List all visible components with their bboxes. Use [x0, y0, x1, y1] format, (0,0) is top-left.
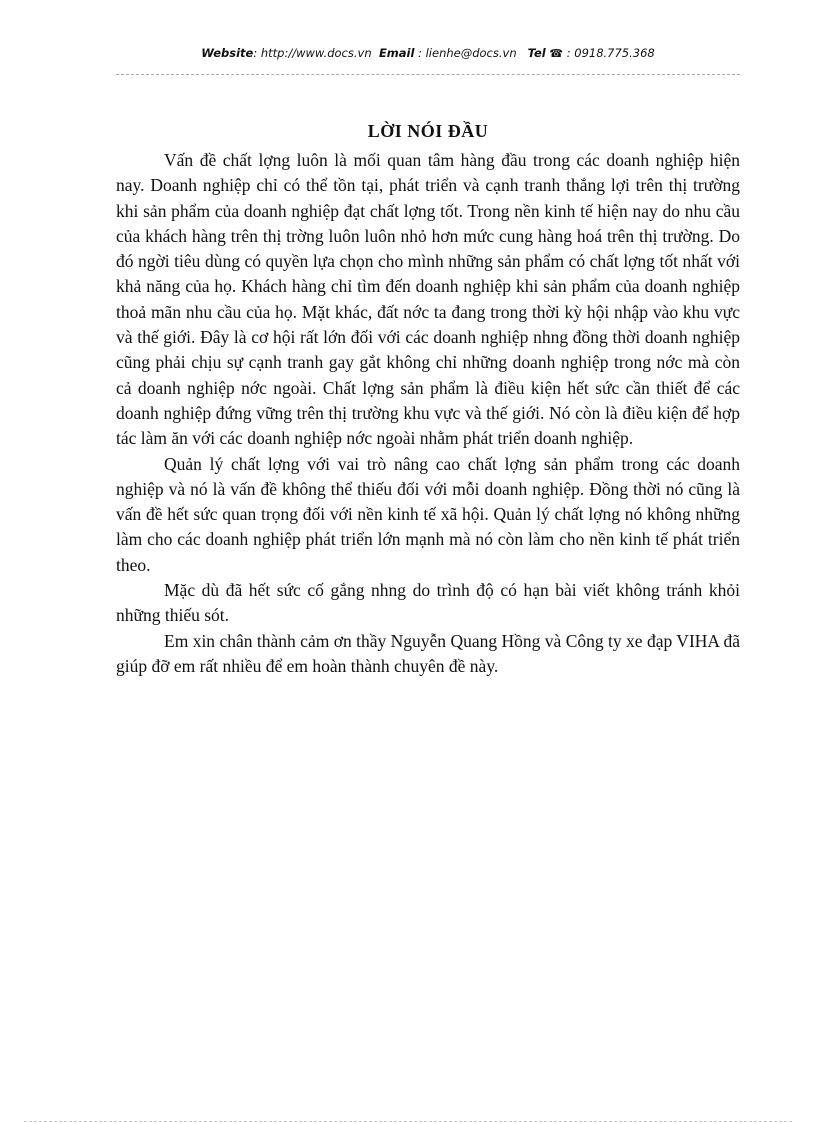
email-label: Email	[378, 46, 415, 60]
paragraph-acknowledgement: Em xin chân thành cảm ơn thầy Nguyễn Quang Hồng và Công ty xe đạp VIHA đã giúp đỡ em rất nhiều để em hoàn thành chuyên đề này.	[116, 630, 740, 676]
header-divider	[116, 74, 740, 75]
page-header	[0, 46, 816, 60]
paragraph-disclaimer: Mặc dù đã hết sức cố gắng nhng do trình độ có hạn bài viết không tránh khỏi những thiếu sót.	[116, 580, 740, 626]
tel-number: : 0918.775.368	[566, 46, 655, 60]
phone-icon: ☎	[549, 47, 564, 60]
paragraph-intro: Vấn đề chất lợng luôn là mối quan tâm hàng đầu trong các doanh nghiệp hiện nay. Doanh nghiệp chỉ có thể tồn tại, phát triển và cạnh tranh thắng lợi trên thị trường khi sản phẩm của doanh nghiệp đạt chất lợng tốt. Trong nền kinh tế hiện nay do nhu cầu của khách hàng trên thị trờng luôn luôn nhỏ hơn mức cung hàng hoá trên thị trường. Do đó ngời tiêu dùng có quyền lựa chọn cho mình những sản phẩm có chất lợng tốt nhất với khả năng của họ. Khách hàng chỉ tìm đến doanh nghiệp khi sản phẩm của doanh nghiệp thoả mãn nhu cầu của họ. Mặt khác, đất nớc ta đang trong thời kỳ hội nhập vào khu vực và thế giới. Đây là cơ hội rất lớn đối với các doanh nghiệp nhng đồng thời doanh nghiệp cũng phải chịu sự cạnh tranh gay gắt không chỉ những doanh nghiệp trong nớc mà còn cả doanh nghiệp nớc ngoài. Chất lợng sản phẩm là điều kiện hết sức cần thiết để các doanh nghiệp đứng vững trên thị trường khu vực và thế giới. Nó còn là điều kiện để hợp tác làm ăn với các doanh nghiệp nớc ngoài nhằm phát triển doanh nghiệp.	[116, 150, 740, 449]
footer-divider	[24, 1121, 792, 1122]
document-body	[116, 148, 740, 679]
paragraph-quality-management: Quản lý chất lợng với vai trò nâng cao chất lợng sản phẩm trong các doanh nghiệp và nó là vấn đề không thể thiếu đối với mỗi doanh nghiệp. Đồng thời nó cũng là vấn đề hết sức quan trọng đối với nền kinh tế xã hội. Quản lý chất lợng nó không những làm cho các doanh nghiệp phát triển lớn mạnh mà nó còn làm cho nền kinh tế phát triển theo.	[116, 453, 740, 575]
website-url[interactable]: : http://www.docs.vn	[253, 46, 372, 60]
tel-label: Tel	[527, 46, 546, 60]
document-title: LỜI NÓI ĐẦU	[367, 121, 489, 141]
website-label: Website	[201, 46, 254, 60]
email-address[interactable]: : lienhe@docs.vn	[414, 46, 517, 60]
